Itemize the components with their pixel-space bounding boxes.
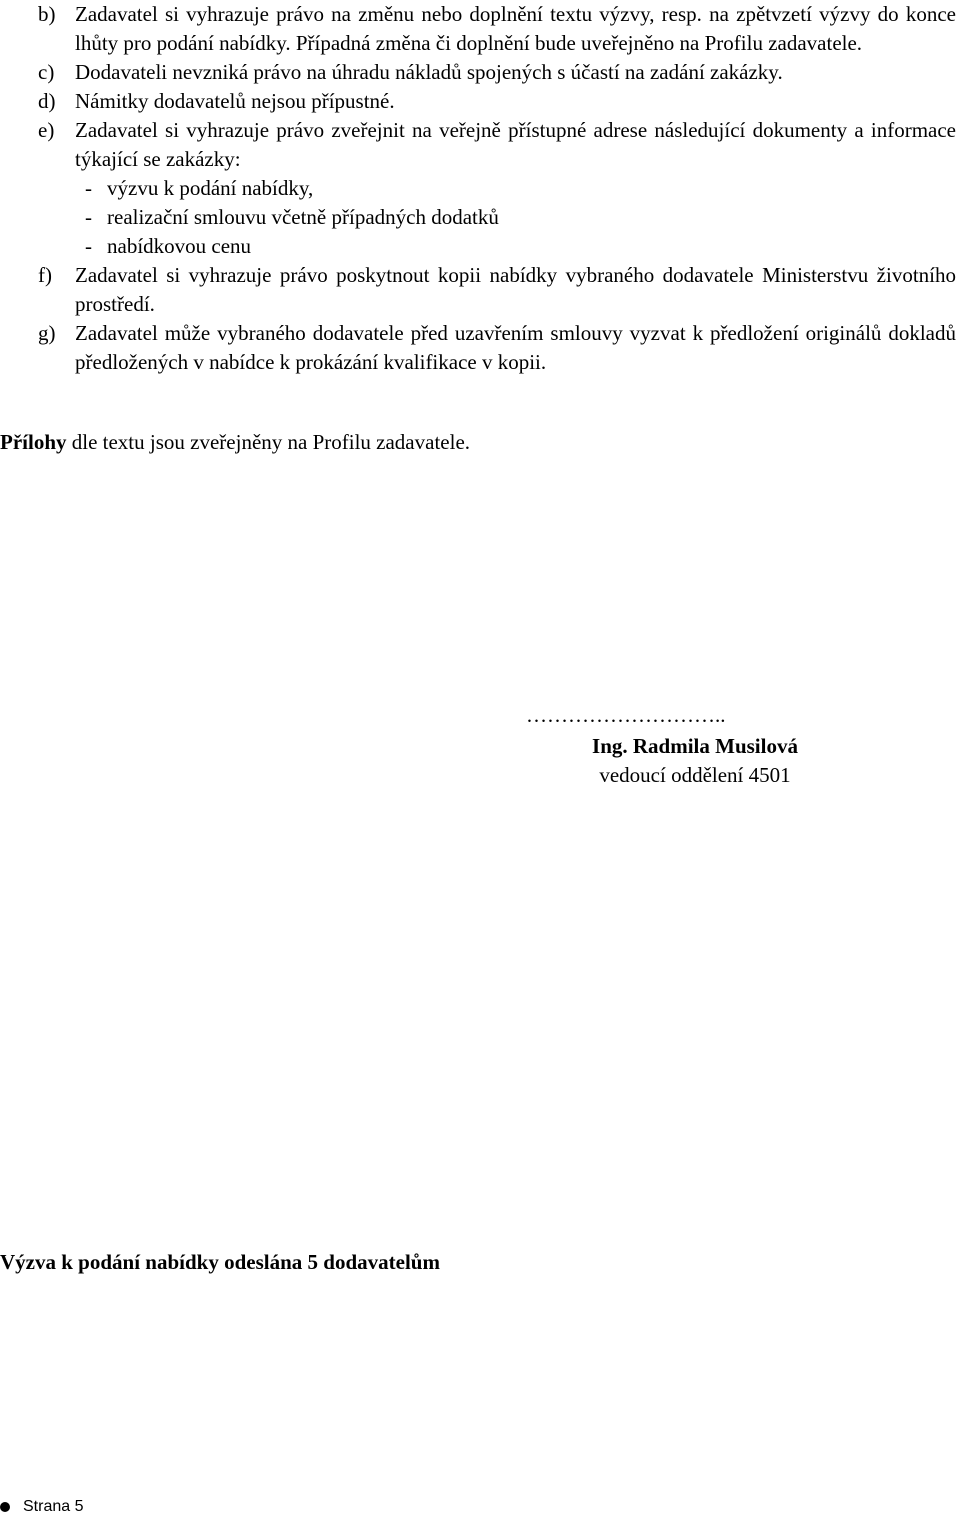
- item-text: Dodavateli nevzniká právo na úhradu nákladů spojených s účastí na zadání zakázky.: [75, 60, 783, 84]
- sub-item-dash: -: [85, 234, 92, 258]
- item-marker: g): [38, 321, 56, 345]
- attachments-note: [0, 428, 960, 457]
- signature-block: [520, 698, 870, 790]
- list-item-b: [38, 0, 956, 58]
- list-item-c: [38, 58, 956, 87]
- item-marker: d): [38, 89, 56, 113]
- signature-line: ………………………..: [526, 703, 726, 727]
- attachments-text: dle textu jsou zveřejněny na Profilu zadavatele.: [66, 430, 471, 454]
- signatory-role: vedoucí oddělení 4501: [599, 763, 791, 787]
- list-item-g: [38, 319, 956, 377]
- sub-list-item: [75, 232, 956, 261]
- list-item-d: [38, 87, 956, 116]
- sub-item-dash: -: [85, 205, 92, 229]
- item-text: Zadavatel si vyhrazuje právo na změnu nebo doplnění textu výzvy, resp. na zpětvzetí výzvy do konce lhůty pro podání nabídky. Případná změna či doplnění bude uveřejněno na Profilu zadavatele.: [75, 2, 956, 55]
- item-marker: c): [38, 60, 55, 84]
- list-item-e: [38, 116, 956, 261]
- conditions-list: [38, 0, 956, 377]
- item-marker: e): [38, 118, 55, 142]
- list-item-f: [38, 261, 956, 319]
- sub-list-item: [75, 174, 956, 203]
- item-text: Zadavatel si vyhrazuje právo zveřejnit na veřejně přístupné adrese následující dokumenty a informace týkající se zakázky:: [75, 118, 956, 171]
- item-text: Zadavatel může vybraného dodavatele před uzavřením smlouvy vyzvat k předložení originálů dokladů předložených v nabídce k prokázání kvalifikace v kopii.: [75, 321, 956, 374]
- page-footer: [0, 1497, 83, 1517]
- item-text: Zadavatel si vyhrazuje právo poskytnout kopii nabídky vybraného dodavatele Ministerstvu životního prostředí.: [75, 263, 956, 316]
- sub-item-text: realizační smlouvu včetně případných dodatků: [107, 205, 499, 229]
- signatory-name: Ing. Radmila Musilová: [592, 734, 798, 758]
- item-marker: b): [38, 2, 56, 26]
- sub-list-item: [75, 203, 956, 232]
- dispatch-note: Výzva k podání nabídky odeslána 5 dodavatelům: [0, 1250, 440, 1274]
- sub-item-text: nabídkovou cenu: [107, 234, 252, 258]
- item-text: Námitky dodavatelů nejsou přípustné.: [75, 89, 395, 113]
- item-marker: f): [38, 263, 52, 287]
- attachments-label: Přílohy: [0, 430, 67, 454]
- page-number: Strana 5: [23, 1498, 84, 1515]
- sub-list: [75, 174, 956, 261]
- sub-item-text: výzvu k podání nabídky,: [107, 176, 314, 200]
- sub-item-dash: -: [85, 176, 92, 200]
- item-content: [75, 116, 956, 261]
- bullet-icon: [0, 1502, 10, 1512]
